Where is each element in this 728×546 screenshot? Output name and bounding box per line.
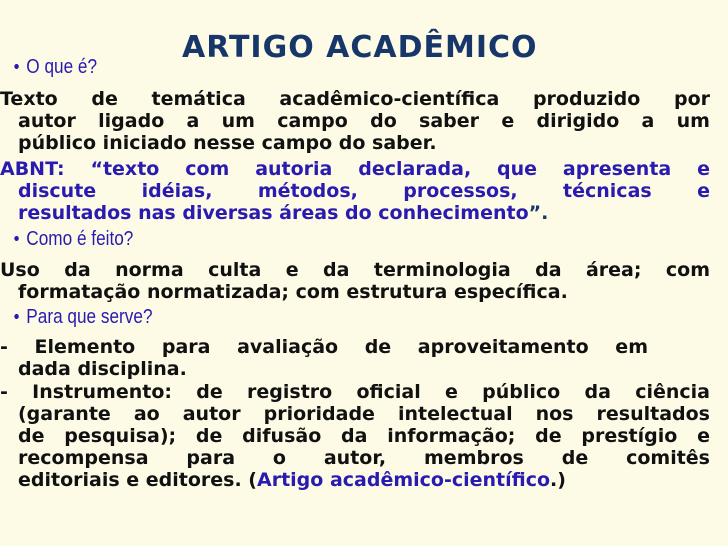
text-line: ABNT: “texto com autoria declarada, que apresenta e xyxy=(0,158,710,180)
bullet-o-que-e xyxy=(12,56,97,79)
text-line: - Elemento para avaliação de aproveitamento em xyxy=(0,336,648,358)
text-line: autor ligado a um campo do saber e dirigido a um xyxy=(18,110,710,132)
bullet-label: Para que serve? xyxy=(26,306,153,328)
text-line: público iniciado nesse campo do saber. xyxy=(18,132,437,154)
paragraph-como xyxy=(0,259,710,303)
text-span: .) xyxy=(550,469,566,491)
text-line: dada disciplina. xyxy=(18,358,187,380)
text-line: de pesquisa); de difusão da informação; de prestígio e xyxy=(18,425,710,447)
bullet-dot-icon: • xyxy=(12,307,22,328)
text-line: Uso da norma culta e da terminologia da área; com xyxy=(0,259,710,281)
paragraph-abnt xyxy=(0,158,710,224)
text-line: (garante ao autor prioridade intelectual nos resultados xyxy=(18,403,710,425)
paragraph-elemento xyxy=(0,336,648,380)
bullet-label: O que é? xyxy=(26,56,98,78)
text-line: Texto de temática acadêmico-científica produzido por xyxy=(0,88,710,110)
text-span: editoriais e editores. ( xyxy=(18,469,257,491)
bullet-label: Como é feito? xyxy=(26,228,134,250)
paragraph-definition xyxy=(0,88,710,154)
bullet-como-e-feito xyxy=(12,228,133,251)
bullet-para-que-serve xyxy=(12,306,153,329)
text-line: formatação normatizada; com estrutura específica. xyxy=(18,281,568,303)
bullet-dot-icon: • xyxy=(12,229,22,250)
text-span: resultados nas diversas áreas do conhecimento xyxy=(18,202,529,224)
text-line: - Instrumento: de registro oficial e público da ciência xyxy=(0,381,710,403)
text-line: discute idéias, métodos, processos, técnicas e xyxy=(18,180,710,202)
reference-link[interactable]: Artigo acadêmico-científico xyxy=(257,469,551,491)
slide-title: ARTIGO ACADÊMICO xyxy=(182,30,538,65)
text-line xyxy=(0,469,710,491)
text-line xyxy=(0,202,710,224)
text-line: recompensa para o autor, membros de comitês xyxy=(18,447,710,469)
paragraph-instrumento xyxy=(0,381,710,491)
bullet-dot-icon: • xyxy=(12,57,22,78)
text-span: ”. xyxy=(528,202,549,224)
